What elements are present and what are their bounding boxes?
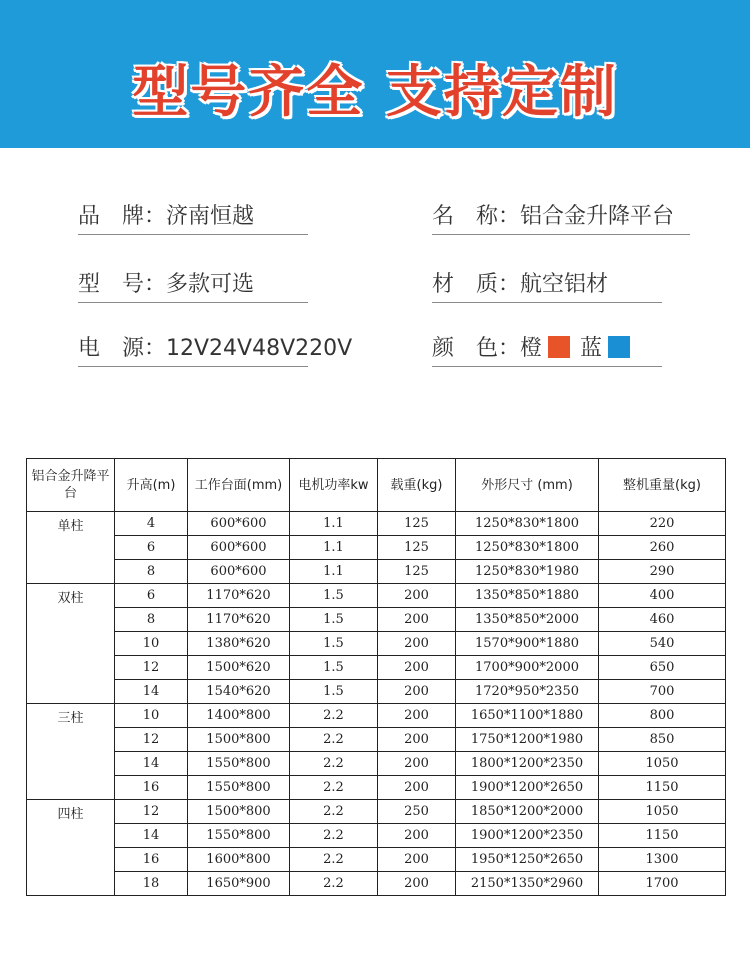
table-row [27,608,726,632]
table-cell: 200 [378,680,456,704]
spec-power [78,332,353,367]
table-row [27,848,726,872]
table-cell: 200 [378,704,456,728]
table-cell: 1550*800 [188,776,290,800]
spec-material [432,268,662,303]
table-cell: 2.2 [290,872,378,896]
table-cell: 1380*620 [188,632,290,656]
table-cell: 1.5 [290,680,378,704]
table-row [27,512,726,536]
table-cell: 1350*850*2000 [456,608,599,632]
table-cell: 1500*800 [188,800,290,824]
blue-swatch [608,336,630,358]
table-cell: 1250*830*1800 [456,536,599,560]
spec-color [432,332,662,367]
table-row [27,872,726,896]
table-cell: 200 [378,656,456,680]
table-cell: 1650*1100*1880 [456,704,599,728]
table-cell: 200 [378,872,456,896]
spec-model-key: 型 号： [78,272,167,297]
table-cell: 1150 [599,824,726,848]
group-label: 三柱 [27,704,115,800]
table-cell: 200 [378,848,456,872]
banner-title: 型号齐全 支持定制 [132,60,618,125]
table-cell: 2.2 [290,824,378,848]
table-cell: 1.5 [290,584,378,608]
group-label: 双柱 [27,584,115,704]
table-cell: 1300 [599,848,726,872]
table-row [27,728,726,752]
table-cell: 1.1 [290,512,378,536]
table-cell: 1700 [599,872,726,896]
table-cell: 1.5 [290,656,378,680]
table-cell: 125 [378,536,456,560]
spec-model-value: 多款可选 [166,272,255,297]
table-cell: 1850*1200*2000 [456,800,599,824]
group-label: 四柱 [27,800,115,896]
table-cell: 1.5 [290,608,378,632]
table-cell: 1250*830*1980 [456,560,599,584]
table-cell: 1900*1200*2650 [456,776,599,800]
table-cell: 1600*800 [188,848,290,872]
table-row [27,800,726,824]
table-row [27,776,726,800]
color-option-blue: 蓝 [580,336,603,361]
table-cell: 1170*620 [188,608,290,632]
spec-name-key: 名 称： [432,204,521,229]
table-cell: 600*600 [188,512,290,536]
table-cell: 1720*950*2350 [456,680,599,704]
spec-brand-key: 品 牌： [78,204,167,229]
table-cell: 200 [378,776,456,800]
spec-power-key: 电 源： [78,336,167,361]
table-cell: 125 [378,560,456,584]
table-cell: 600*600 [188,560,290,584]
table-cell: 2.2 [290,848,378,872]
table-cell: 250 [378,800,456,824]
table-cell: 2.2 [290,752,378,776]
table-cell: 2.2 [290,776,378,800]
table-cell: 10 [115,632,188,656]
table-cell: 460 [599,608,726,632]
table-cell: 8 [115,608,188,632]
spec-material-key: 材 质： [432,272,521,297]
table-row [27,824,726,848]
table-cell: 16 [115,776,188,800]
table-cell: 1650*900 [188,872,290,896]
spec-name [432,200,690,235]
table-row [27,752,726,776]
table-cell: 700 [599,680,726,704]
table-cell: 2150*1350*2960 [456,872,599,896]
table-row [27,704,726,728]
table-cell: 2.2 [290,704,378,728]
table-cell: 800 [599,704,726,728]
table-cell: 18 [115,872,188,896]
header-weight: 整机重量(kg) [599,459,726,512]
spec-model [78,268,308,303]
spec-color-key: 颜 色： [432,336,521,361]
table-cell: 2.2 [290,728,378,752]
table-row [27,584,726,608]
table-row [27,560,726,584]
header-load: 载重(kg) [378,459,456,512]
table-row [27,680,726,704]
table-cell: 12 [115,800,188,824]
table-header-row [27,459,726,512]
table-cell: 1570*900*1880 [456,632,599,656]
table-cell: 1550*800 [188,824,290,848]
table-cell: 200 [378,584,456,608]
spec-brand [78,200,308,235]
table-cell: 1900*1200*2350 [456,824,599,848]
header-motor-power: 电机功率kw [290,459,378,512]
table-cell: 200 [378,632,456,656]
table-cell: 1800*1200*2350 [456,752,599,776]
table-cell: 290 [599,560,726,584]
table-cell: 1.1 [290,560,378,584]
table-cell: 260 [599,536,726,560]
table-cell: 1250*830*1800 [456,512,599,536]
table-cell: 1350*850*1880 [456,584,599,608]
table-cell: 1170*620 [188,584,290,608]
table-cell: 1950*1250*2650 [456,848,599,872]
header-platform: 铝合金升降平台 [27,459,115,512]
table-cell: 1500*620 [188,656,290,680]
table-cell: 200 [378,824,456,848]
table-cell: 1.1 [290,536,378,560]
table-cell: 400 [599,584,726,608]
table-cell: 16 [115,848,188,872]
table-cell: 1050 [599,752,726,776]
table-cell: 850 [599,728,726,752]
table-cell: 8 [115,560,188,584]
table-cell: 14 [115,824,188,848]
table-cell: 600*600 [188,536,290,560]
header-table-size: 工作台面(mm) [188,459,290,512]
table-cell: 1050 [599,800,726,824]
spec-brand-value: 济南恒越 [166,204,255,229]
spec-name-value: 铝合金升降平台 [520,204,675,229]
spec-material-value: 航空铝材 [520,272,609,297]
table-cell: 1400*800 [188,704,290,728]
table-cell: 1550*800 [188,752,290,776]
header-height: 升高(m) [115,459,188,512]
table-cell: 200 [378,608,456,632]
table-cell: 1.5 [290,632,378,656]
table-cell: 125 [378,512,456,536]
table-cell: 14 [115,752,188,776]
table-cell: 1150 [599,776,726,800]
group-label: 单柱 [27,512,115,584]
table-row [27,536,726,560]
spec-table [26,458,726,896]
table-cell: 6 [115,536,188,560]
color-option-orange: 橙 [520,336,543,361]
table-cell: 1750*1200*1980 [456,728,599,752]
table-cell: 540 [599,632,726,656]
table-cell: 6 [115,584,188,608]
header-dimensions: 外形尺寸 (mm) [456,459,599,512]
table-cell: 220 [599,512,726,536]
table-cell: 650 [599,656,726,680]
spec-power-value: 12V24V48V220V [166,336,353,361]
table-cell: 200 [378,752,456,776]
table-cell: 1540*620 [188,680,290,704]
table-cell: 10 [115,704,188,728]
table-cell: 1500*800 [188,728,290,752]
table-cell: 200 [378,728,456,752]
banner [0,0,750,148]
table-row [27,632,726,656]
table-cell: 2.2 [290,800,378,824]
table-row [27,656,726,680]
orange-swatch [548,336,570,358]
table-cell: 12 [115,728,188,752]
table-cell: 12 [115,656,188,680]
table-cell: 4 [115,512,188,536]
table-cell: 14 [115,680,188,704]
table-cell: 1700*900*2000 [456,656,599,680]
